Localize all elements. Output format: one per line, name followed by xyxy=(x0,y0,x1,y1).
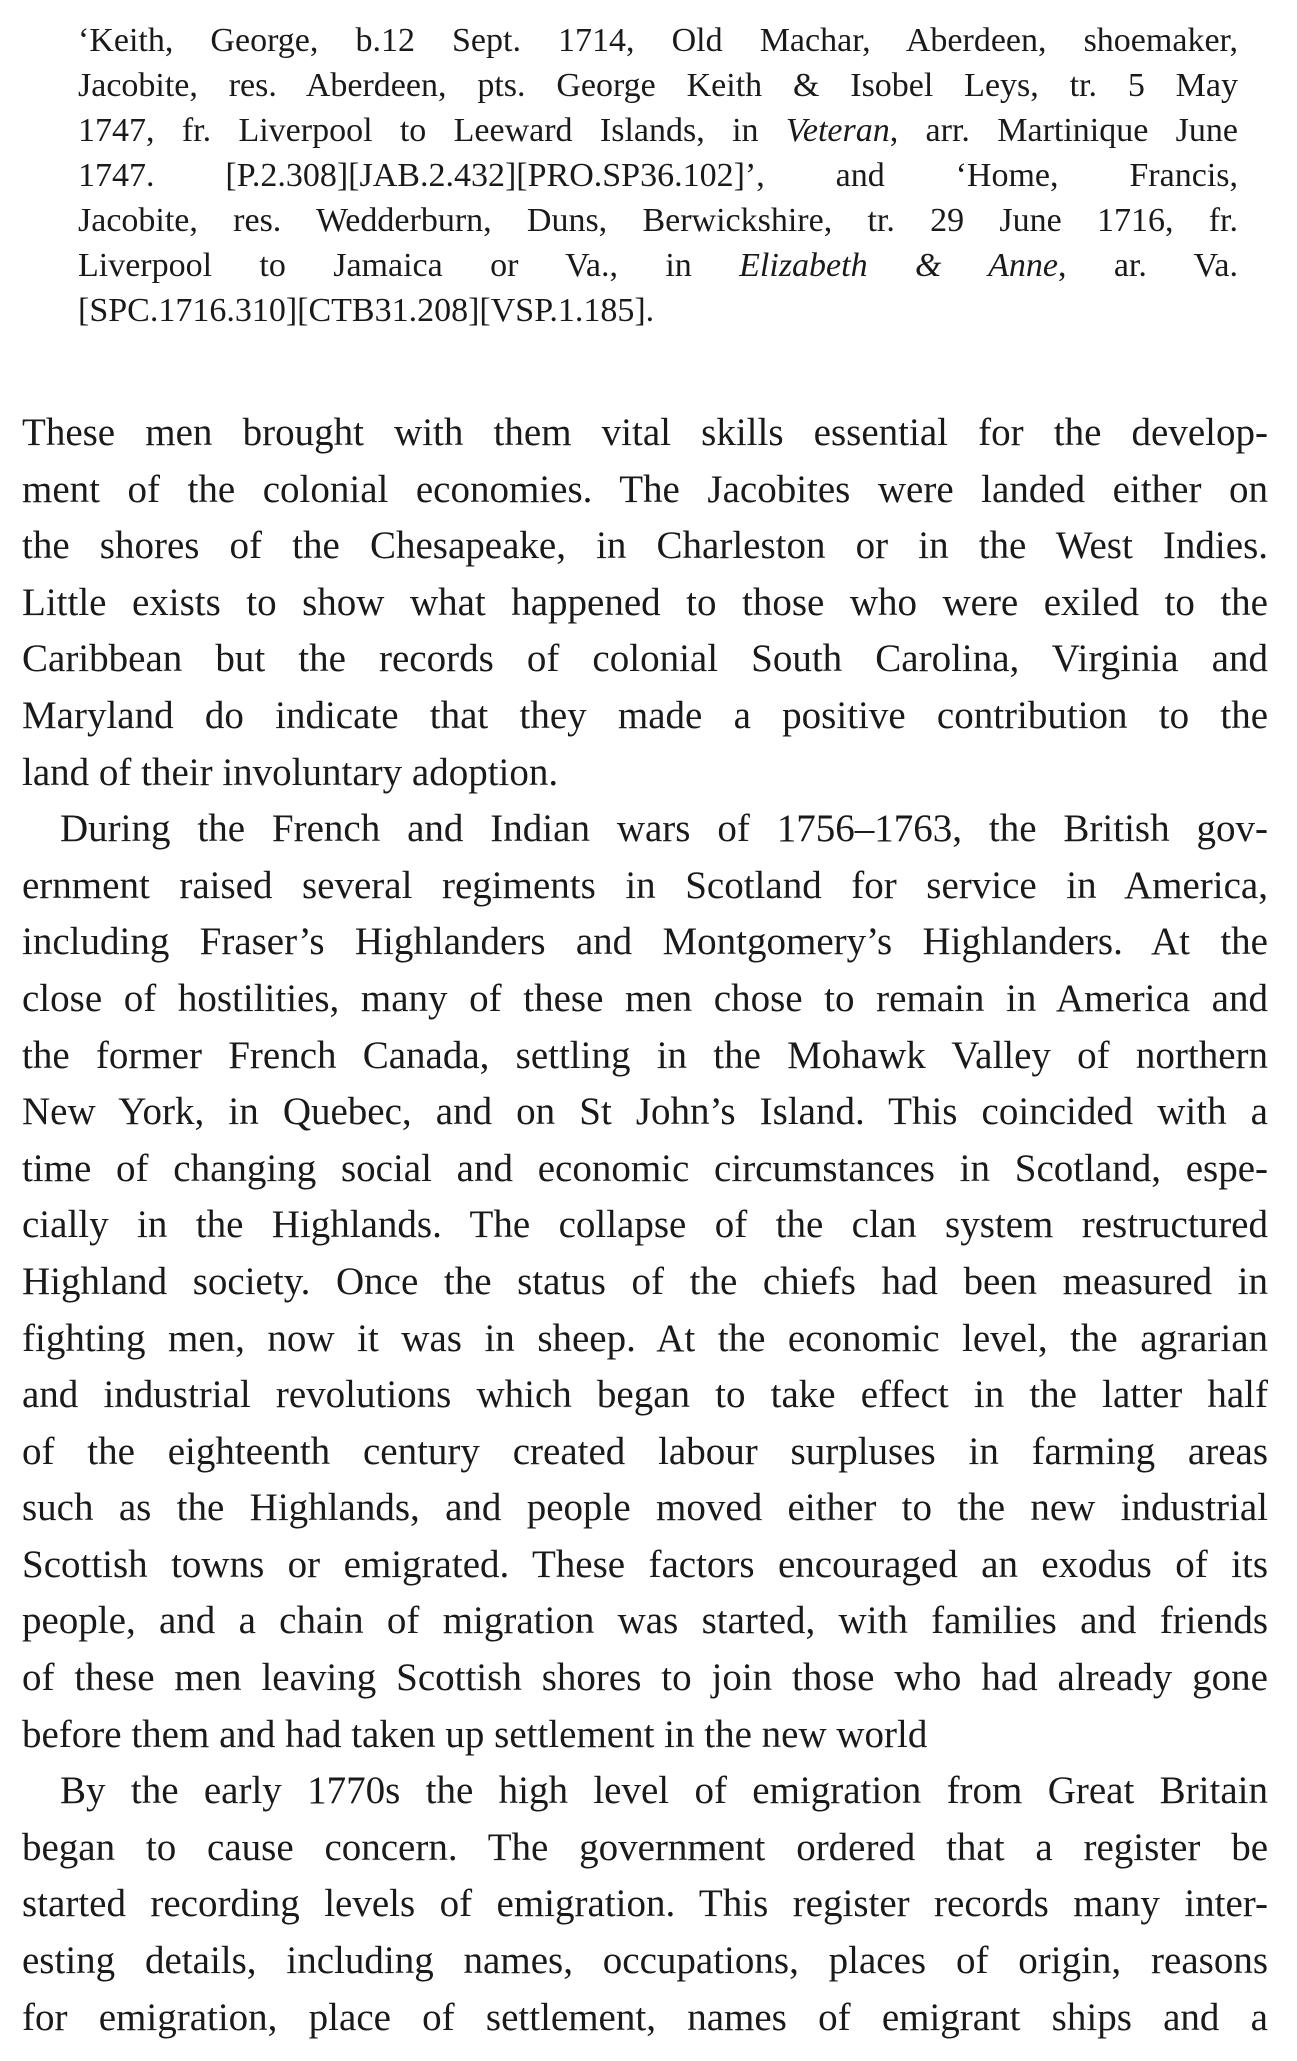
text-line: Maryland do indicate that they made a positive contribution to the xyxy=(22,693,1268,737)
ship-name-veteran: Veteran xyxy=(785,112,890,149)
text-line: of these men leaving Scottish shores to join those who had already gone xyxy=(22,1656,1268,1700)
text-line: fighting men, now it was in sheep. At the economic level, the agrarian xyxy=(22,1316,1268,1360)
paragraph-3 xyxy=(22,1763,1268,2046)
quote-line: [SPC.1716.310][CTB31.208][VSP.1.185]. xyxy=(78,292,655,329)
text-line: started recording levels of emigration. This register records many inter- xyxy=(22,1882,1268,1926)
quote-line xyxy=(78,108,1238,153)
quote-line: Jacobite, res. Aberdeen, pts. George Keith & Isobel Leys, tr. 5 May xyxy=(78,67,1238,104)
block-quote xyxy=(78,18,1238,333)
quote-line xyxy=(78,243,1238,288)
ship-name-elizabeth-anne: Elizabeth & Anne xyxy=(739,247,1058,284)
text-line: close of hostilities, many of these men chose to remain in America and xyxy=(22,976,1268,1020)
quote-text: , ar. Va. xyxy=(1057,247,1238,284)
text-line: cially in the Highlands. The collapse of the clan system restructured xyxy=(22,1203,1268,1247)
quote-line: 1747. [P.2.308][JAB.2.432][PRO.SP36.102]’, and ‘Home, Francis, xyxy=(78,157,1238,194)
text-line: of the eighteenth century created labour surpluses in farming areas xyxy=(22,1429,1268,1473)
quote-line: ‘Keith, George, b.12 Sept. 1714, Old Machar, Aberdeen, shoemaker, xyxy=(78,22,1238,59)
text-line: Highland society. Once the status of the chiefs had been measured in xyxy=(22,1259,1268,1303)
text-line: and industrial revolutions which began to take effect in the latter half xyxy=(22,1373,1268,1417)
text-line: Little exists to show what happened to those who were exiled to the xyxy=(22,580,1268,624)
quote-line: Jacobite, res. Wedderburn, Duns, Berwickshire, tr. 29 June 1716, fr. xyxy=(78,202,1238,239)
quote-text: 1747, fr. Liverpool to Leeward Islands, in xyxy=(78,112,786,149)
text-line: ment of the colonial economies. The Jacobites were landed either on xyxy=(22,467,1268,511)
text-line: including Fraser’s Highlanders and Montgomery’s Highlanders. At the xyxy=(22,920,1268,964)
text-line: the shores of the Chesapeake, in Charleston or in the West Indies. xyxy=(22,524,1268,568)
text-line: began to cause concern. The government ordered that a register be xyxy=(22,1825,1268,1869)
text-line: ernment raised several regiments in Scotland for service in America, xyxy=(22,863,1268,907)
text-line: the former French Canada, settling in the Mohawk Valley of northern xyxy=(22,1033,1268,1077)
text-line: such as the Highlands, and people moved either to the new industrial xyxy=(22,1486,1268,1530)
text-line: By the early 1770s the high level of emigration from Great Britain xyxy=(60,1769,1268,1813)
text-line: esting details, including names, occupations, places of origin, reasons xyxy=(22,1939,1268,1983)
text-line: Caribbean but the records of colonial South Carolina, Virginia and xyxy=(22,637,1268,681)
text-line: These men brought with them vital skills essential for the develop- xyxy=(22,411,1268,454)
quote-text: Liverpool to Jamaica or Va., in xyxy=(78,247,740,284)
text-line: time of changing social and economic circumstances in Scotland, espe- xyxy=(22,1146,1268,1190)
text-line: New York, in Quebec, and on St John’s Island. This coincided with a xyxy=(22,1090,1268,1134)
text-line: Scottish towns or emigrated. These factors encouraged an exodus of its xyxy=(22,1542,1268,1586)
text-line: people, and a chain of migration was started, with families and friends xyxy=(22,1599,1268,1643)
text-line: land of their involuntary adoption. xyxy=(22,750,559,794)
paragraph-1 xyxy=(22,405,1268,801)
quote-text: , arr. Martinique June xyxy=(889,112,1238,149)
body-text xyxy=(22,405,1268,2046)
text-line: before them and had taken up settlement in the new world xyxy=(22,1712,928,1756)
text-line: for emigration, place of settlement, names of emigrant ships and a xyxy=(22,1995,1268,2039)
text-line: During the French and Indian wars of 1756–1763, the British gov- xyxy=(60,807,1268,851)
paragraph-2 xyxy=(22,801,1268,1763)
